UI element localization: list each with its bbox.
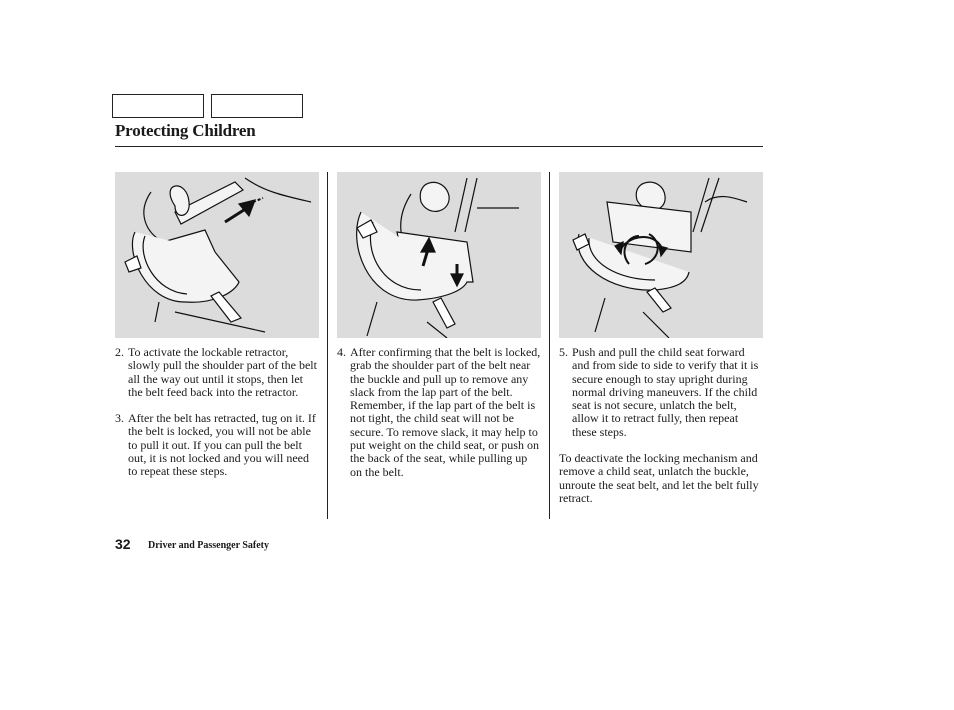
step-text: After the belt has retracted, tug on it. If the belt is locked, you will not be able to pull it out. If you can pull the belt out, it is not locked and you will need to repeat these steps. — [128, 411, 316, 479]
column-divider-2 — [549, 172, 550, 519]
step-number: 4. — [337, 345, 346, 359]
step-3 — [115, 412, 320, 478]
step-number: 3. — [115, 411, 124, 426]
text-column-2 — [337, 346, 542, 492]
column-divider-1 — [327, 172, 328, 519]
footer-section-title: Driver and Passenger Safety — [148, 540, 270, 551]
illustration-pull-shoulder-belt — [115, 172, 319, 338]
illustration-remove-lap-belt-slack — [337, 172, 541, 338]
step-5 — [559, 346, 764, 439]
step-4 — [337, 346, 542, 479]
step-2 — [115, 346, 320, 399]
step-number: 5. — [559, 345, 568, 359]
page-number: 32 — [115, 536, 131, 552]
header-tab-box-2 — [211, 94, 303, 118]
text-column-3 — [559, 346, 764, 505]
illustration-check-child-seat-secure — [559, 172, 763, 338]
page-title: Protecting Children — [115, 121, 256, 140]
header-tab-box-1 — [112, 94, 204, 118]
title-divider — [115, 146, 763, 147]
step-number: 2. — [115, 345, 124, 359]
deactivate-paragraph: To deactivate the locking mechanism and remove a child seat, unlatch the buckle, unroute the seat belt, and let the belt fully retract. — [559, 451, 759, 505]
text-column-1 — [115, 346, 320, 492]
step-text: Push and pull the child seat forward and from side to side to verify that it is secure enough to stay upright during normal driving maneuvers. If the child seat is not secure, unlatch the belt, allow it to retract fully, then repeat these steps. — [572, 345, 759, 439]
step-text: To activate the lockable retractor, slowly pull the shoulder part of the belt all the way out until it stops, then let the belt feed back into the retractor. — [128, 345, 317, 399]
step-text: After confirming that the belt is locked, grab the shoulder part of the belt near the buckle and pull up to remove any slack from the lap part of the belt. Remember, if the lap part of the belt is not tight, the child seat will not be secure. To remove slack, it may help to put weight on the child seat, or push on the back of the seat, while pulling up on the belt. — [350, 345, 541, 479]
